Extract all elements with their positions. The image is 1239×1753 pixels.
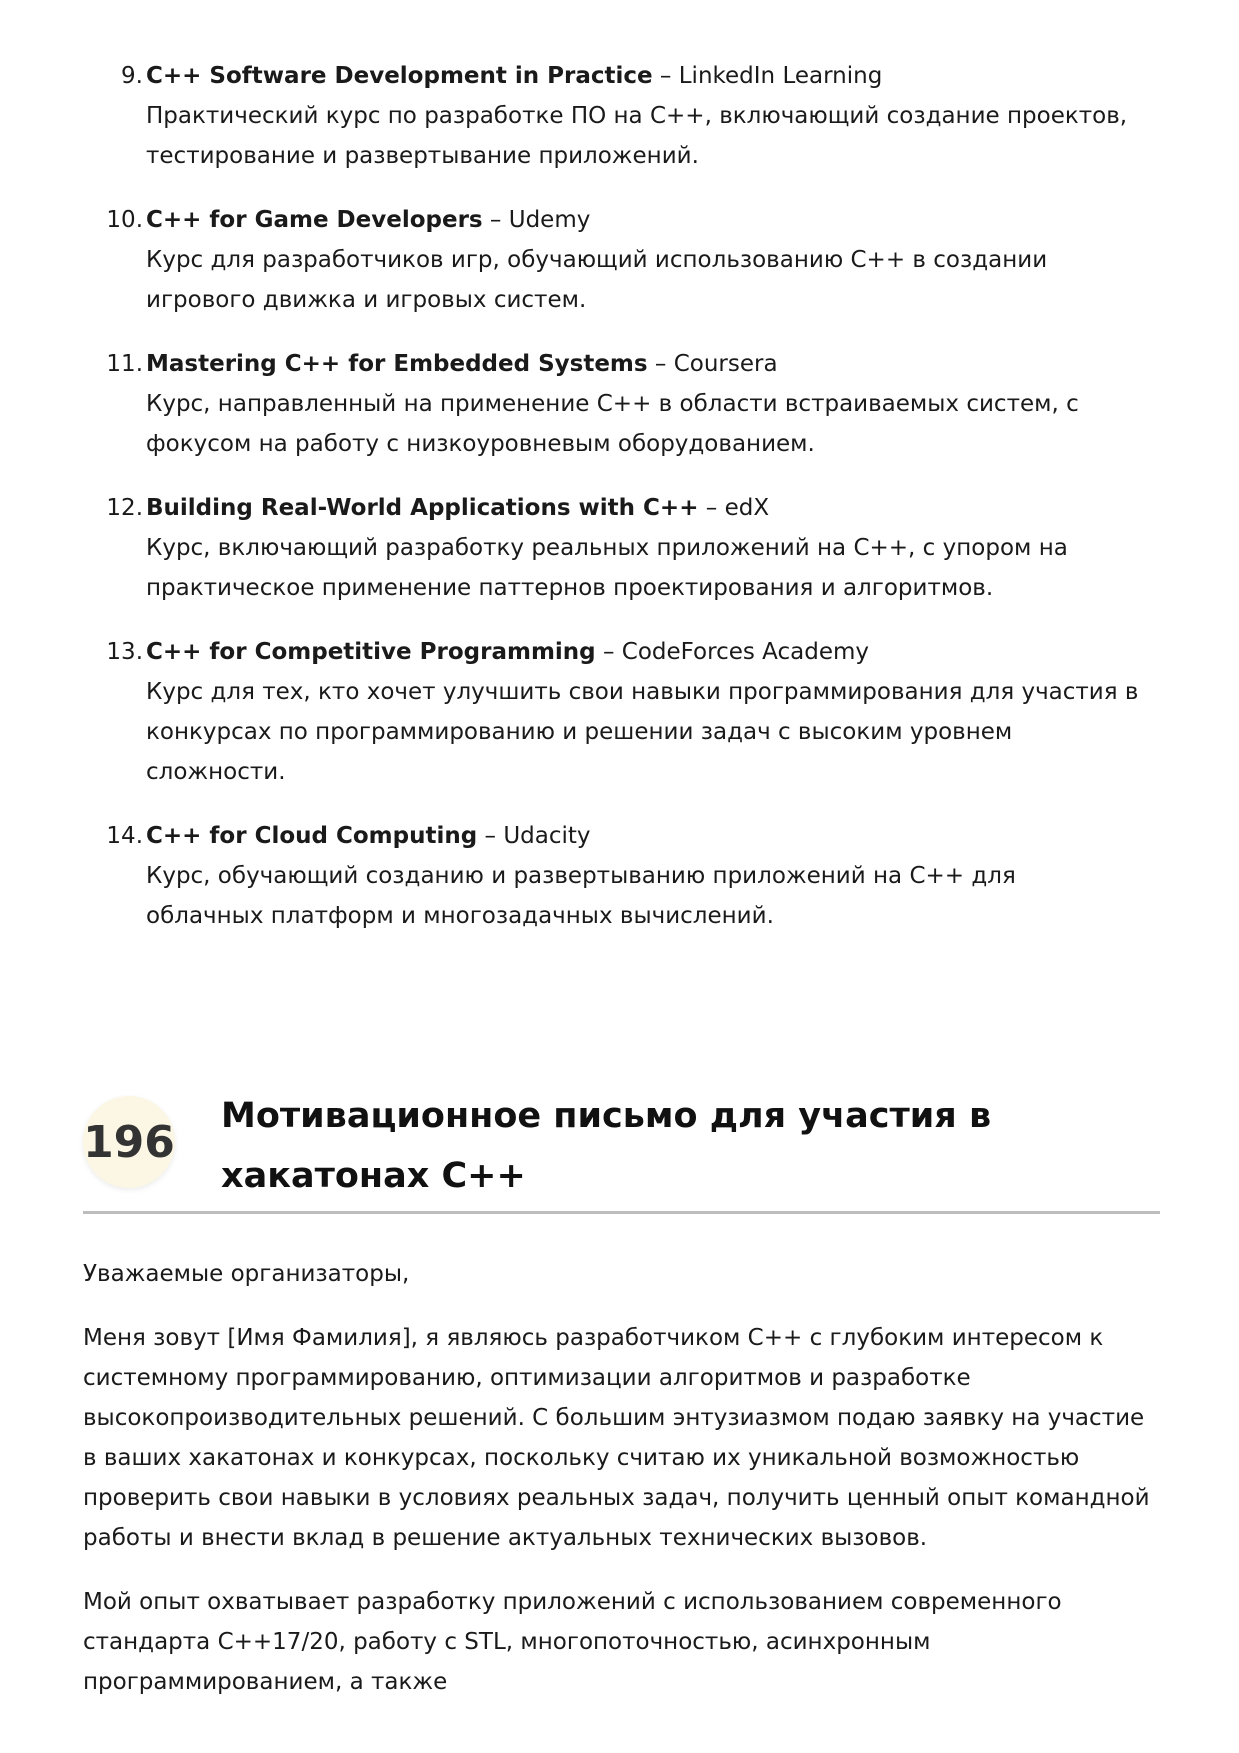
course-description: Курс, направленный на применение C++ в области встраиваемых систем, с фокусом на работу с низкоуровневым оборудованием. — [146, 391, 1079, 457]
course-title: Building Real-World Applications with C++ — [146, 495, 699, 521]
course-provider: – edX — [698, 495, 770, 521]
course-title: Mastering C++ for Embedded Systems — [146, 351, 648, 377]
course-provider: – LinkedIn Learning — [652, 63, 883, 89]
course-provider: – Udacity — [477, 823, 591, 849]
list-item — [0, 200, 1239, 320]
list-item — [0, 56, 1239, 176]
course-provider: – Coursera — [647, 351, 778, 377]
section-number-badge: 196 — [83, 1096, 175, 1188]
course-list — [0, 56, 1239, 960]
list-item-number: 10. — [106, 207, 143, 233]
list-item-number: 14. — [106, 823, 143, 849]
letter-greeting: Уважаемые организаторы, — [83, 1261, 410, 1287]
list-item — [0, 488, 1239, 608]
letter-body — [83, 1254, 1163, 1726]
course-description: Курс для тех, кто хочет улучшить свои навыки программирования для участия в конкурсах по программированию и решении задач с высоким уровнем сложности. — [146, 679, 1139, 785]
course-description: Курс для разработчиков игр, обучающий использованию C++ в создании игрового движка и игровых систем. — [146, 247, 1048, 313]
course-provider: – Udemy — [482, 207, 591, 233]
course-title: C++ for Competitive Programming — [146, 639, 596, 665]
letter-paragraph: Меня зовут [Имя Фамилия], я являюсь разработчиком C++ с глубоким интересом к системному программированию, оптимизации алгоритмов и разработке высокопроизводительных решений. С большим энтузиазмом подаю заявку на участие в ваших хакатонах и конкурсах, поскольку считаю их уникальной возможностью проверить свои навыки в условиях реальных задач, получить ценный опыт командной работы и внести вклад в решение актуальных технических вызовов. — [83, 1325, 1150, 1551]
course-description: Практический курс по разработке ПО на C++, включающий создание проектов, тестирование и развертывание приложений. — [146, 103, 1128, 169]
list-item-number: 9. — [121, 63, 143, 89]
course-title: C++ for Cloud Computing — [146, 823, 478, 849]
list-item — [0, 344, 1239, 464]
list-item-number: 12. — [106, 495, 143, 521]
list-item-number: 11. — [106, 351, 143, 377]
letter-paragraph: Мой опыт охватывает разработку приложений с использованием современного стандарта C++17/20, работу с STL, многопоточностью, асинхронным программированием, а также — [83, 1589, 1062, 1695]
section-header — [83, 1082, 1160, 1214]
course-title: C++ for Game Developers — [146, 207, 483, 233]
section-title: Мотивационное письмо для участия в хакатонах C++ — [221, 1096, 992, 1196]
course-title: C++ Software Development in Practice — [146, 63, 653, 89]
list-item — [0, 632, 1239, 792]
course-description: Курс, обучающий созданию и развертыванию приложений на C++ для облачных платформ и многозадачных вычислений. — [146, 863, 1016, 929]
course-description: Курс, включающий разработку реальных приложений на C++, с упором на практическое применение паттернов проектирования и алгоритмов. — [146, 535, 1068, 601]
course-provider: – CodeForces Academy — [595, 639, 870, 665]
list-item — [0, 816, 1239, 936]
list-item-number: 13. — [106, 639, 143, 665]
